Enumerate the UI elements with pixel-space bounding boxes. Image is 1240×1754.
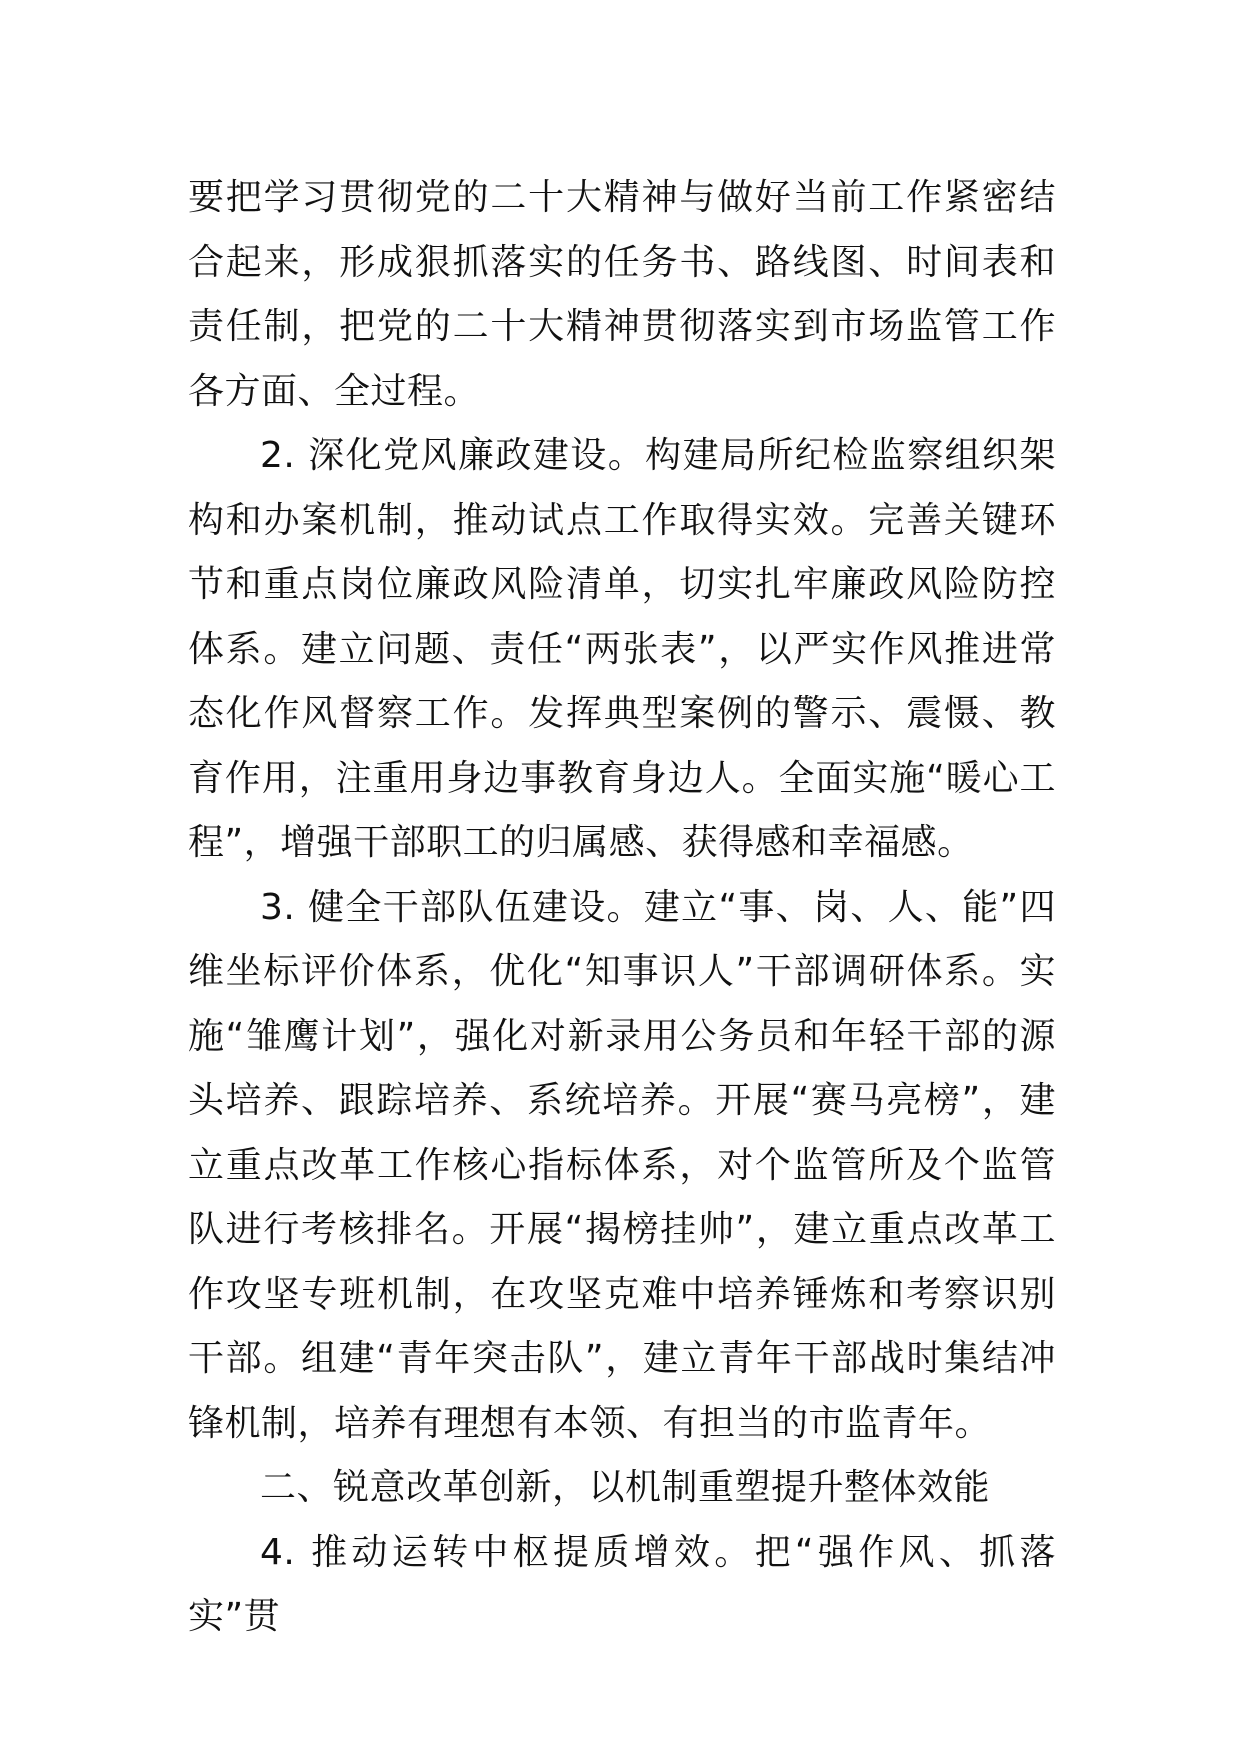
paragraph-continuation: 要把学习贯彻党的二十大精神与做好当前工作紧密结合起来，形成狠抓落实的任务书、路线图、时间表和责任制，把党的二十大精神贯彻落实到市场监管工作各方面、全过程。 — [188, 177, 1056, 412]
section-heading: 二、锐意改革创新，以机制重塑提升整体效能 — [260, 1467, 991, 1508]
paragraph-item-4: 4. 推动运转中枢提质增效。把“强作风、抓落实”贯 — [188, 1531, 1056, 1637]
paragraph-item-3: 3. 健全干部队伍建设。建立“事、岗、人、能”四维坐标评价体系，优化“知事识人”干部调研体系。实施“雏鹰计划”，强化对新录用公务员和年轻干部的源头培养、跟踪培养、系统培养。开展“赛马亮榜”，建立重点改革工作核心指标体系，对个监管所及个监管队进行考核排名。开展“揭榜挂帅”，建立重点改革工作攻坚专班机制，在攻坚克难中培养锤炼和考察识别干部。组建“青年突击队”，建立青年干部战时集结冲锋机制，培养有理想有本领、有担当的市监青年。 — [188, 886, 1056, 1444]
document-body — [188, 166, 1056, 1650]
paragraph-item-2: 2. 深化党风廉政建设。构建局所纪检监察组织架构和办案机制，推动试点工作取得实效。完善关键环节和重点岗位廉政风险清单，切实扎牢廉政风险防控体系。建立问题、责任“两张表”，以严实作风推进常态化作风督察工作。发挥典型案例的警示、震慑、教育作用，注重用身边事教育身边人。全面实施“暖心工程”，增强干部职工的归属感、获得感和幸福感。 — [188, 435, 1056, 863]
